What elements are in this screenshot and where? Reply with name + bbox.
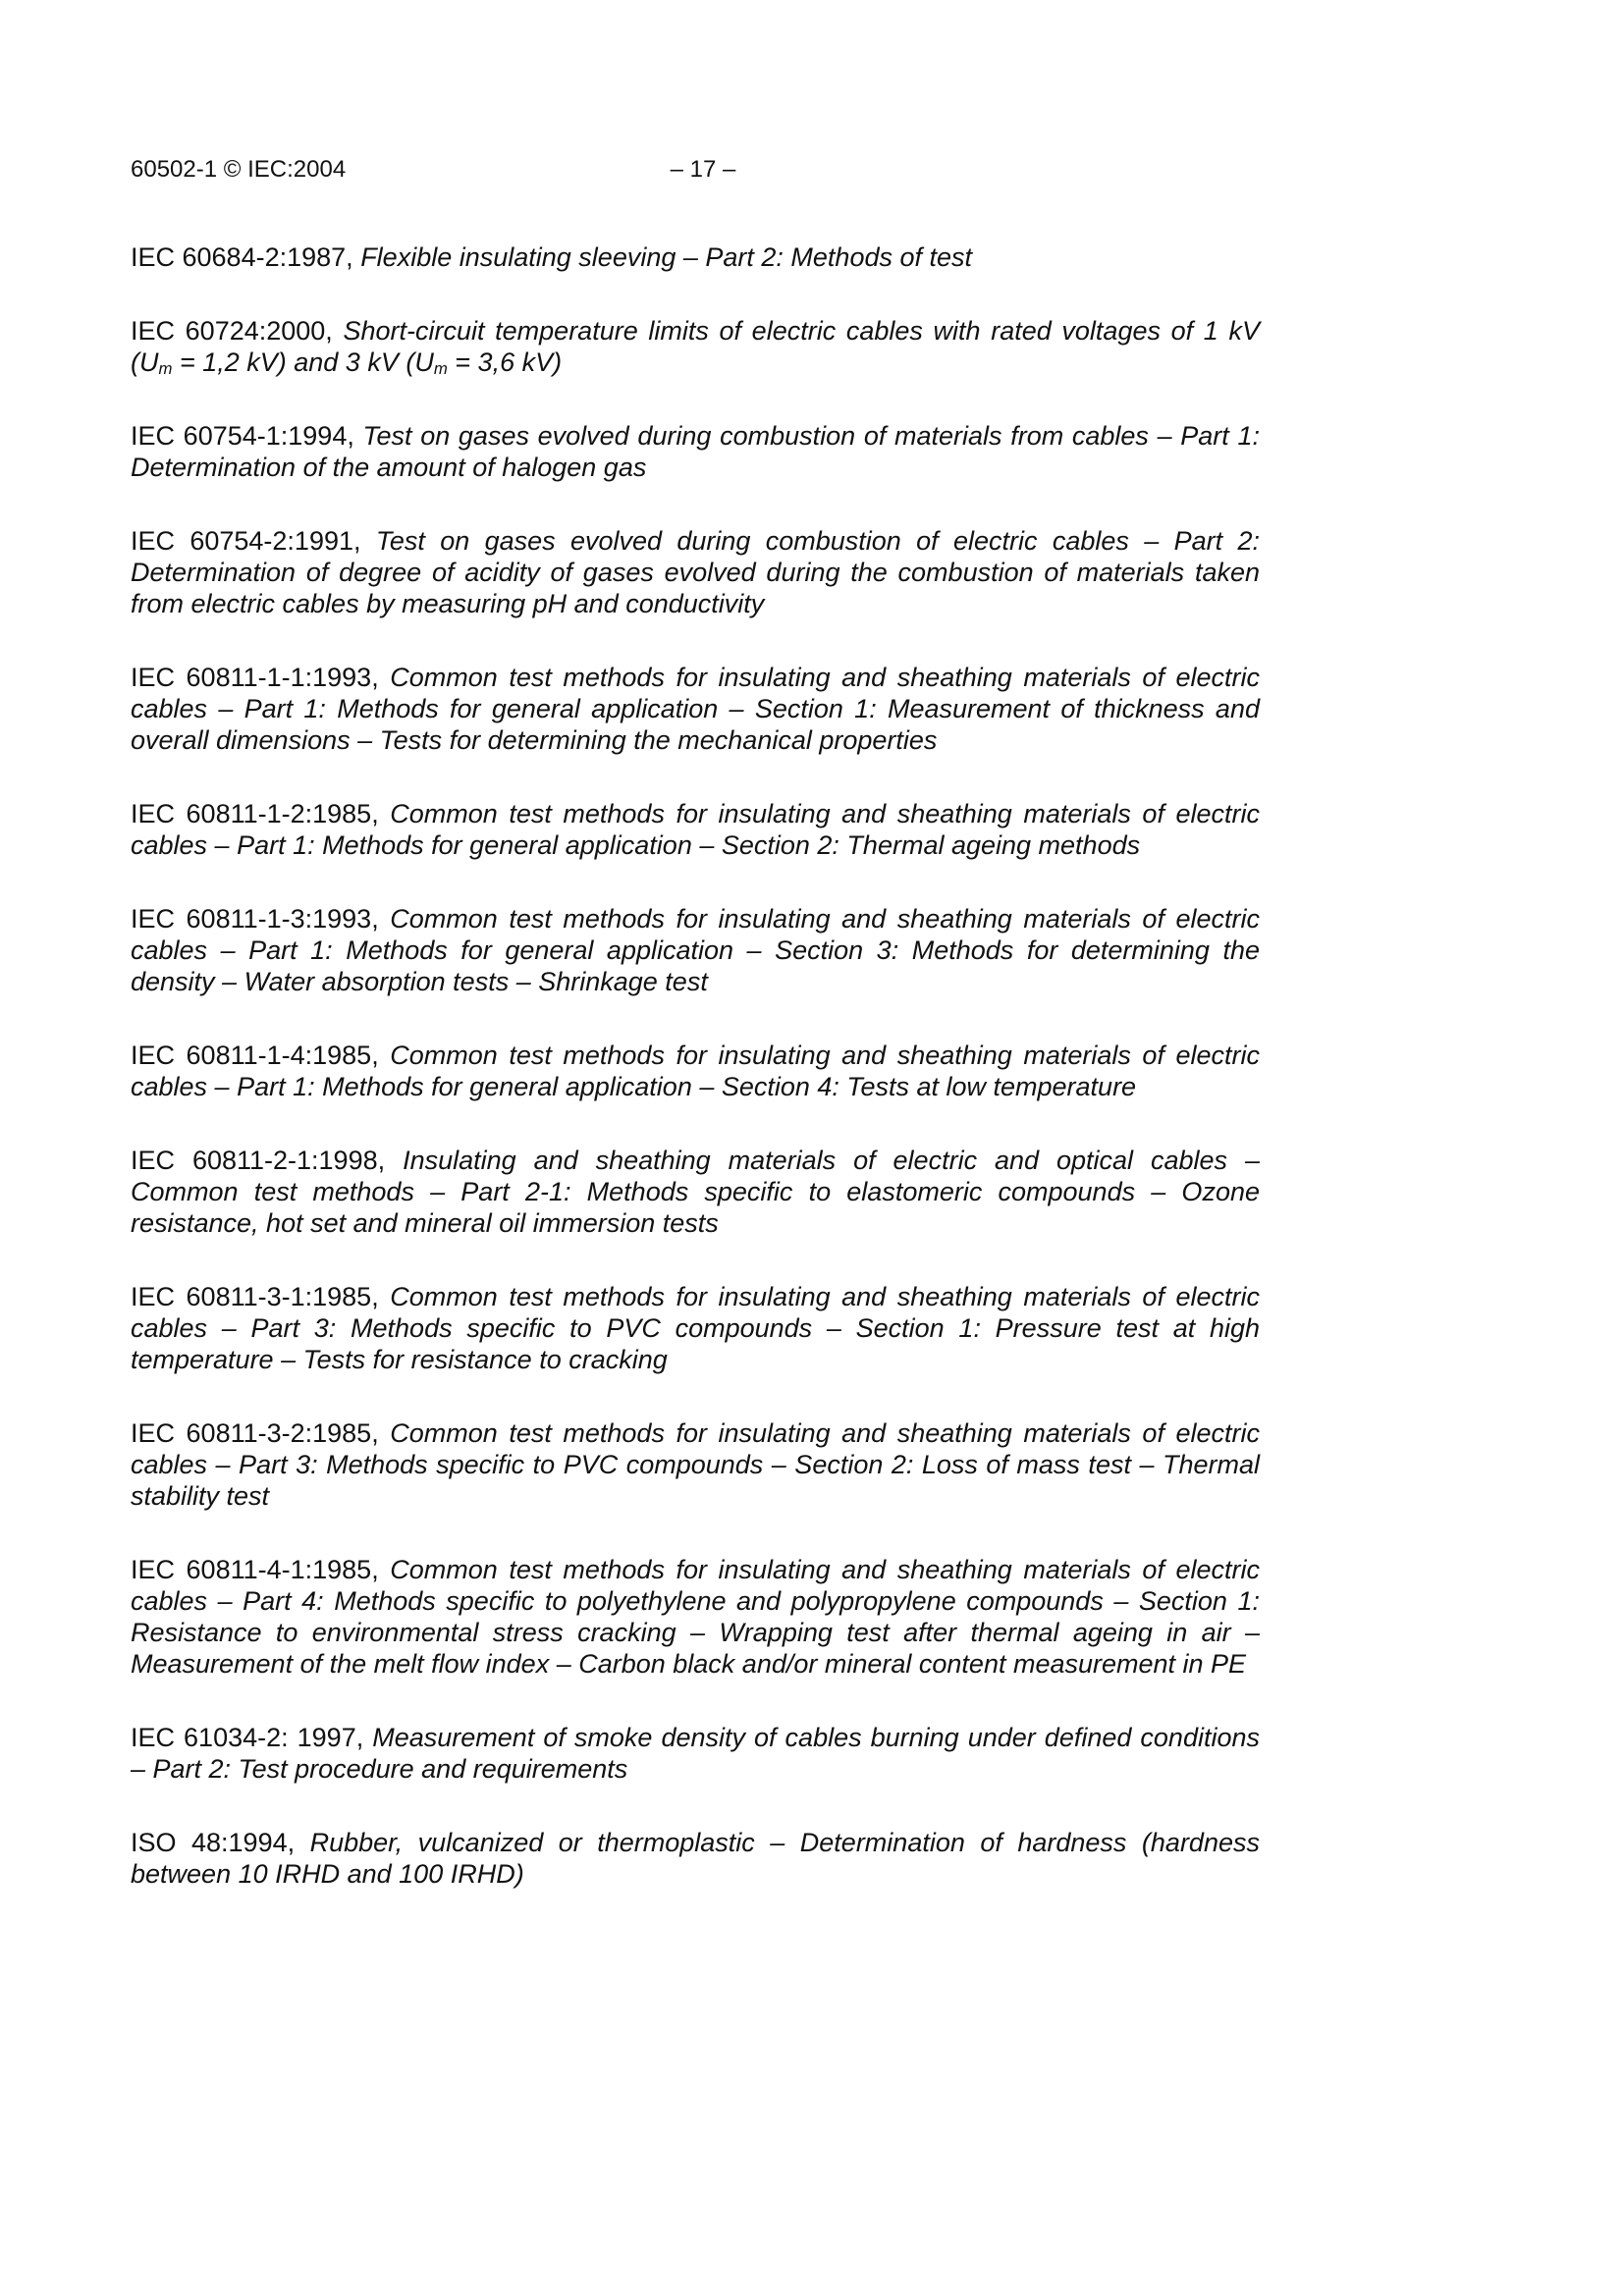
references-list [131,241,1260,1890]
reference-code: IEC 60724:2000, [131,316,333,346]
reference-title: Common test methods for insulating and sheathing materials of electric cables – Part 1: Methods for general application – Section 1: Measurement of thickness and overall dimensions – Tests for determining the mechanical properties [131,663,1261,755]
page-number: – 17 – [670,156,736,183]
reference-title: Measurement of smoke density of cables burning under defined conditions – Part 2: Test procedure and requirements [131,1723,1260,1784]
reference-item [131,420,1260,483]
reference-title: Flexible insulating sleeving – Part 2: Methods of test [360,242,973,272]
document-number: 60502-1 © IEC:2004 [131,156,347,183]
reference-item [131,798,1260,861]
reference-item [131,1417,1260,1512]
reference-code: ISO 48:1994, [131,1828,296,1857]
reference-item [131,241,1260,273]
reference-title: Common test methods for insulating and sheathing materials of electric cables – Part 1: Methods for general application – Section 4: Tests at low temperature [131,1041,1261,1101]
reference-code: IEC 60811-1-4:1985, [131,1041,379,1070]
reference-item [131,1145,1260,1239]
reference-code: IEC 60811-2-1:1998, [131,1146,386,1175]
reference-code: IEC 61034-2: 1997, [131,1723,364,1752]
reference-code: IEC 60811-1-2:1985, [131,799,379,828]
reference-title: Common test methods for insulating and sheathing materials of electric cables – Part 1: Methods for general application – Section 2: Thermal ageing methods [131,799,1261,860]
reference-item [131,1040,1260,1102]
reference-item [131,903,1260,997]
reference-title: Common test methods for insulating and sheathing materials of electric cables – Part 4: Methods specific to polyethylene and polypropylene compounds – Section 1: Resistance to environmental stress cracking – Wrapping test after thermal ageing in air – Measurement of the melt flow index – Carbon black and/or mineral content measurement in PE [131,1555,1261,1679]
reference-title: Common test methods for insulating and sheathing materials of electric cables – Part 3: Methods specific to PVC compounds – Section 2: Loss of mass test – Thermal stability test [131,1418,1261,1511]
reference-code: IEC 60811-3-1:1985, [131,1282,379,1311]
reference-code: IEC 60684-2:1987, [131,242,353,272]
reference-code: IEC 60811-4-1:1985, [131,1555,379,1584]
reference-title: Common test methods for insulating and sheathing materials of electric cables – Part 1: Methods for general application – Section 3: Methods for determining the density – Water absorption tests – Shrinkage test [131,904,1261,996]
reference-item [131,1722,1260,1785]
reference-code: IEC 60811-3-2:1985, [131,1418,379,1448]
reference-item [131,315,1260,378]
reference-item [131,662,1260,756]
reference-title: Short-circuit temperature limits of electric cables with rated voltages of 1 kV ($U_m = 1,2$ kV) and 3 kV ($U_m = 3,6$ kV) [131,316,1260,378]
reference-code: IEC 60754-1:1994, [131,421,354,451]
reference-item [131,1281,1260,1375]
reference-item [131,1554,1260,1680]
reference-item [131,525,1260,619]
reference-title: Test on gases evolved during combustion of electric cables – Part 2: Determination of degree of acidity of gases evolved during the combustion of materials taken from electric cables by measuring pH and conductivity [131,526,1260,618]
reference-title: Test on gases evolved during combustion of materials from cables – Part 1: Determination of the amount of halogen gas [131,421,1260,482]
reference-title: Common test methods for insulating and sheathing materials of electric cables – Part 3: Methods specific to PVC compounds – Section 1: Pressure test at high temperature – Tests for resistance to cracking [131,1282,1261,1374]
reference-code: IEC 60754-2:1991, [131,526,361,556]
reference-title: Rubber, vulcanized or thermoplastic – Determination of hardness (hardness between 10 IRHD and 100 IRHD) [131,1828,1260,1889]
reference-code: IEC 60811-1-3:1993, [131,904,379,934]
reference-title: Insulating and sheathing materials of electric and optical cables – Common test methods – Part 2-1: Methods specific to elastomeric compounds – Ozone resistance, hot set and mineral oil immersion tests [131,1146,1260,1238]
reference-code: IEC 60811-1-1:1993, [131,663,379,692]
reference-item [131,1827,1260,1890]
page-header [131,156,1260,186]
